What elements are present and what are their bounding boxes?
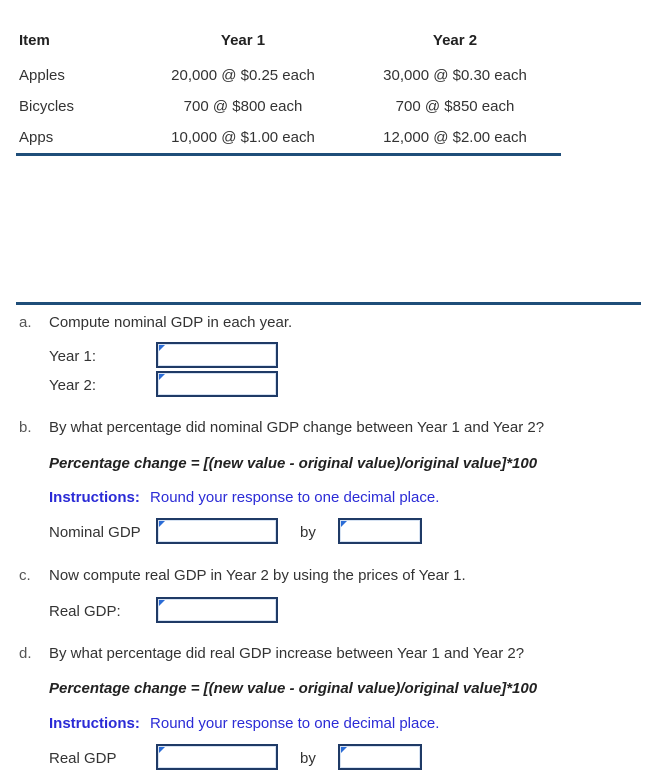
table-header-year1: Year 1 xyxy=(220,32,266,49)
year1-label: Year 1: xyxy=(49,348,96,365)
real-gdp-year2-input[interactable] xyxy=(156,597,278,623)
nominal-gdp-percent-field[interactable] xyxy=(340,520,420,542)
real-gdp-label: Real GDP: xyxy=(49,603,121,620)
instructions-label: Instructions: xyxy=(49,489,140,506)
table-cell-item-apps: Apps xyxy=(19,129,54,146)
question-b-letter: b. xyxy=(19,419,32,436)
real-gdp-change-label: Real GDP xyxy=(49,750,117,767)
real-gdp-percent-input[interactable] xyxy=(338,744,422,770)
question-d-instructions xyxy=(49,715,439,732)
year1-nominal-gdp-field[interactable] xyxy=(158,344,276,366)
table-cell-bicycles-year2: 700 @ $850 each xyxy=(395,98,515,115)
table-cell-item-apples: Apples xyxy=(19,67,65,84)
table-header-year2: Year 2 xyxy=(432,32,478,49)
table-cell-apps-year1: 10,000 @ $1.00 each xyxy=(171,129,315,146)
instructions-text: Round your response to one decimal place. xyxy=(150,489,440,506)
real-gdp-year2-field[interactable] xyxy=(158,599,276,621)
section-divider xyxy=(16,302,641,305)
instructions-text: Round your response to one decimal place. xyxy=(150,715,440,732)
nominal-gdp-change-field[interactable] xyxy=(158,520,276,542)
question-d-letter: d. xyxy=(19,645,32,662)
table-cell-item-bicycles: Bicycles xyxy=(19,98,75,115)
question-b-text: By what percentage did nominal GDP change between Year 1 and Year 2? xyxy=(49,419,545,436)
year2-nominal-gdp-input[interactable] xyxy=(156,371,278,397)
year2-label: Year 2: xyxy=(49,377,96,394)
question-c-text: Now compute real GDP in Year 2 by using the prices of Year 1. xyxy=(49,567,466,584)
question-d-text: By what percentage did real GDP increase between Year 1 and Year 2? xyxy=(49,645,525,662)
real-gdp-change-field[interactable] xyxy=(158,746,276,768)
question-a-text: Compute nominal GDP in each year. xyxy=(49,314,293,331)
question-a-letter: a. xyxy=(19,314,32,331)
instructions-label: Instructions: xyxy=(49,715,140,732)
table-header-item: Item xyxy=(19,32,50,49)
real-by-label: by xyxy=(300,750,316,767)
question-b-formula: Percentage change = [(new value - original value)/original value]*100 xyxy=(49,455,538,472)
question-c-letter: c. xyxy=(19,567,31,584)
nominal-by-label: by xyxy=(300,524,316,541)
nominal-gdp-label: Nominal GDP xyxy=(49,524,141,541)
question-b-instructions xyxy=(49,489,439,506)
question-d-formula: Percentage change = [(new value - original value)/original value]*100 xyxy=(49,680,538,697)
real-gdp-change-input[interactable] xyxy=(156,744,278,770)
table-cell-apples-year1: 20,000 @ $0.25 each xyxy=(171,67,315,84)
nominal-gdp-percent-input[interactable] xyxy=(338,518,422,544)
year2-nominal-gdp-field[interactable] xyxy=(158,373,276,395)
table-cell-bicycles-year1: 700 @ $800 each xyxy=(183,98,303,115)
table-cell-apples-year2: 30,000 @ $0.30 each xyxy=(383,67,527,84)
nominal-gdp-change-input[interactable] xyxy=(156,518,278,544)
table-bottom-rule xyxy=(16,153,561,156)
real-gdp-percent-field[interactable] xyxy=(340,746,420,768)
table-cell-apps-year2: 12,000 @ $2.00 each xyxy=(383,129,527,146)
year1-nominal-gdp-input[interactable] xyxy=(156,342,278,368)
